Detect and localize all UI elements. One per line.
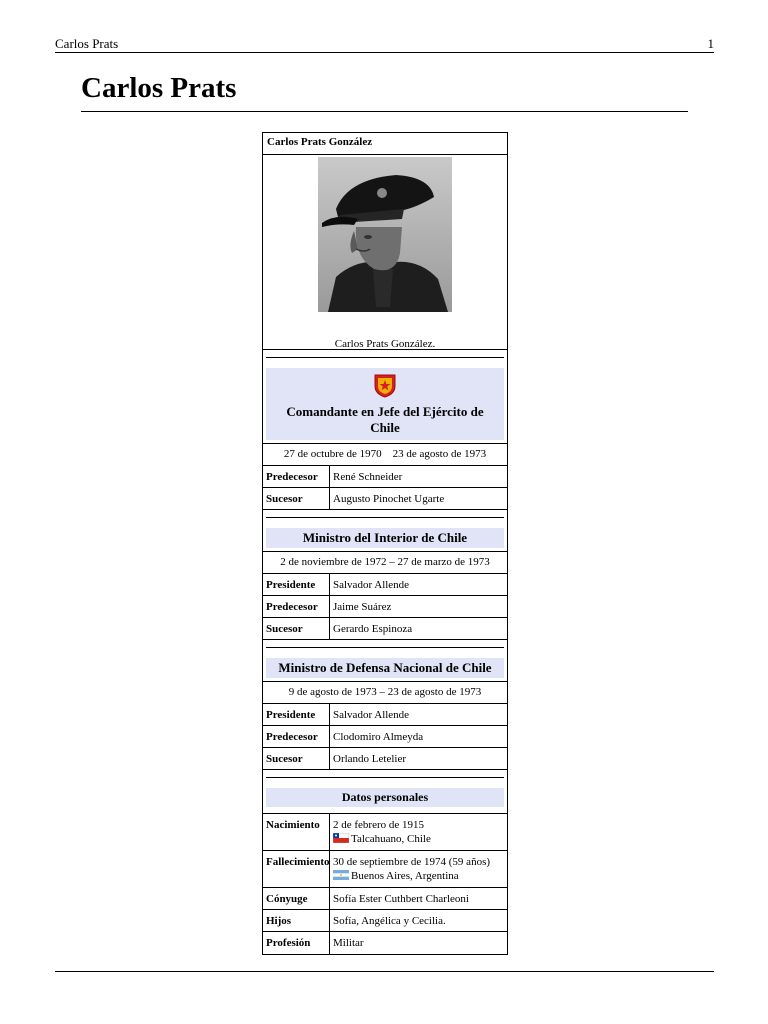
death-place-text[interactable]: Buenos Aires, Argentina — [351, 870, 459, 882]
infobox-row — [263, 887, 507, 909]
infobox-row — [263, 813, 507, 850]
row-key: Sucesor — [263, 618, 330, 639]
section-head — [263, 350, 507, 443]
death-place — [333, 869, 507, 883]
infobox-row — [263, 617, 507, 639]
coat-of-arms-icon — [372, 372, 398, 398]
row-value[interactable]: Augusto Pinochet Ugarte — [333, 493, 445, 505]
row-value[interactable]: Salvador Allende — [333, 709, 410, 721]
section-title: Ministro del Interior de Chile — [266, 528, 504, 548]
infobox-row — [263, 909, 507, 931]
row-value[interactable]: Gerardo Espinoza — [333, 623, 413, 635]
page-title: Carlos Prats — [81, 72, 237, 104]
infobox-row — [263, 931, 507, 954]
infobox-row — [263, 747, 507, 769]
section-army-commander — [263, 350, 507, 510]
row-value — [330, 851, 507, 887]
image-caption: Carlos Prats González. — [334, 338, 436, 350]
chile-flag-icon — [333, 833, 349, 843]
infobox-row — [263, 573, 507, 595]
infobox-row — [263, 465, 507, 487]
row-key: Sucesor — [263, 488, 330, 509]
row-key: Nacimiento — [263, 814, 330, 850]
header-rule — [55, 52, 714, 53]
row-value[interactable]: Militar — [333, 937, 364, 949]
infobox-row — [263, 725, 507, 747]
title-rule — [81, 111, 688, 112]
birth-place — [333, 832, 507, 846]
row-key: Cónyuge — [263, 888, 330, 909]
row-value — [330, 814, 507, 850]
row-value[interactable]: René Schneider — [333, 471, 403, 483]
row-key: Presidente — [263, 574, 330, 595]
row-value[interactable]: Jaime Suárez — [333, 601, 392, 613]
section-head — [263, 510, 507, 551]
section-title-box — [266, 368, 504, 440]
row-key: Predecesor — [263, 466, 330, 487]
section-personal-data — [263, 770, 507, 954]
section-defense-minister — [263, 640, 507, 770]
row-value[interactable]: Orlando Letelier — [333, 753, 406, 765]
section-interior-minister — [263, 510, 507, 640]
row-key: Profesión — [263, 932, 330, 954]
section-head — [263, 770, 507, 813]
row-value[interactable]: Sofía, Angélica y Cecilia. — [333, 915, 446, 927]
term-dates: 2 de noviembre de 1972 – 27 de marzo de 1973 — [263, 551, 507, 573]
term-dates: 9 de agosto de 1973 – 23 de agosto de 1973 — [263, 681, 507, 703]
infobox-row — [263, 595, 507, 617]
row-key: Sucesor — [263, 748, 330, 769]
row-key: Fallecimiento — [263, 851, 330, 887]
row-key: Hijos — [263, 910, 330, 931]
section-divider — [266, 517, 504, 518]
argentina-flag-icon — [333, 870, 349, 880]
row-value[interactable]: Clodomiro Almeyda — [333, 731, 424, 743]
running-header-title: Carlos Prats — [55, 36, 119, 51]
row-value[interactable]: Sofía Ester Cuthbert Charleoni — [333, 893, 469, 905]
birth-place-text[interactable]: Talcahuano, Chile — [351, 833, 431, 845]
infobox — [262, 132, 508, 955]
section-divider — [266, 777, 504, 778]
running-header — [55, 36, 714, 53]
section-title: Datos personales — [266, 788, 504, 807]
infobox-row — [263, 850, 507, 887]
row-key: Predecesor — [263, 726, 330, 747]
row-key: Predecesor — [263, 596, 330, 617]
row-key: Presidente — [263, 704, 330, 725]
section-title: Comandante en Jefe del Ejército de Chile — [286, 404, 484, 435]
infobox-name: Carlos Prats González — [263, 133, 507, 155]
infobox-row — [263, 487, 507, 509]
portrait-photo — [318, 157, 452, 312]
term-dates: 27 de octubre de 1970 23 de agosto de 1973 — [263, 443, 507, 465]
section-divider — [266, 647, 504, 648]
footer-rule — [55, 971, 714, 972]
section-title: Ministro de Defensa Nacional de Chile — [266, 658, 504, 678]
death-date[interactable]: 30 de septiembre de 1974 (59 años) — [333, 856, 491, 868]
section-divider — [266, 357, 504, 358]
birth-date[interactable]: 2 de febrero de 1915 — [333, 819, 425, 831]
infobox-image-block — [263, 155, 507, 350]
infobox-row — [263, 703, 507, 725]
page-number: 1 — [707, 36, 714, 51]
section-head — [263, 640, 507, 681]
row-value[interactable]: Salvador Allende — [333, 579, 410, 591]
